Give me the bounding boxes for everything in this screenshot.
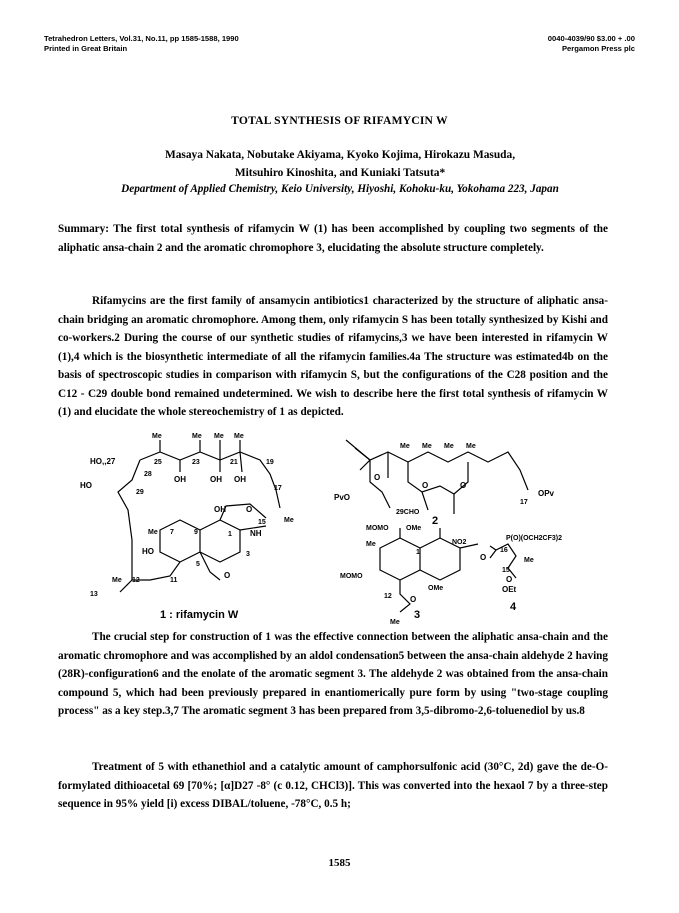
fig3-o: O	[410, 595, 417, 604]
paper-title: TOTAL SYNTHESIS OF RIFAMYCIN W	[231, 114, 448, 127]
fig4-o-2: O	[506, 575, 513, 584]
fig-c21: 21	[230, 459, 238, 466]
fig-c28: 28	[144, 471, 152, 478]
fig-me-2: Me	[192, 433, 202, 440]
publisher: Pergamon Press plc	[561, 44, 635, 53]
authors	[40, 146, 640, 182]
fig3-c12: 12	[384, 593, 392, 600]
fig2-o-2: O	[422, 481, 429, 490]
fig4-me: Me	[524, 557, 534, 564]
fig-o-2: O	[224, 571, 231, 580]
fig-c15: 15	[258, 519, 266, 526]
fig-c5: 5	[196, 561, 200, 568]
authors-line-2: Mitsuhiro Kinoshita, and Kuniaki Tatsuta*	[234, 167, 446, 179]
fig-me-7: Me	[112, 577, 122, 584]
fig-c7: 7	[170, 529, 174, 536]
affiliation: Department of Applied Chemistry, Keio University, Hiyoshi, Kohoku-ku, Yokohama 223, Japan	[121, 183, 559, 195]
fig-nh: NH	[250, 529, 262, 538]
fig-oh-4: OH	[214, 505, 226, 514]
fig-label-3: 3	[414, 609, 421, 621]
fig-c1: 1	[228, 531, 232, 538]
fig3-me-2: Me	[390, 619, 400, 626]
fig3-momo-1: MOMO	[366, 525, 389, 532]
summary-text: The first total synthesis of rifamycin W (1) has been accomplished by coupling two segments of the aliphatic ansa-chain 2 and the aromatic chromophore 3, elucidating the absolute structure completely.	[58, 223, 608, 254]
issn: 0040-4039/90 $3.00 + .00	[547, 34, 635, 43]
fig3-ome-2: OMe	[428, 585, 444, 592]
journal-header	[44, 34, 239, 54]
paragraph-strategy: The crucial step for construction of 1 was the effective connection between the aliphatic ansa-chain and the aromatic chromophore and was accomplished by an aldol condensation5 between the ansa-chain aldehyde 2 having (28R)-configuration6 and the enolate of the aromatic segment 3. The aldehyde 2 was obtained from the ansa-chain compound 5, which had been previously prepared in enantiomerically pure form by using "two-stage coupling process" as a key step.3,7 The aromatic segment 3 has been prepared from 3,5-dibromo-2,6-toluenediol by us.8	[58, 631, 608, 717]
fig-me-1: Me	[152, 433, 162, 440]
fig3-no2: NO2	[452, 539, 467, 546]
fig3-momo-2: MOMO	[340, 573, 363, 580]
fig3-c1: 1	[416, 549, 420, 556]
fig-c23: 23	[192, 459, 200, 466]
fig4-oet: OEt	[502, 585, 517, 594]
fig3-me: Me	[366, 541, 376, 548]
paragraph-intro: Rifamycins are the first family of ansamycin antibiotics1 characterized by the structure of aliphatic ansa-chain bridging an aromatic chromophore. Among them, only rifamycin S has been totally synthesized by Kishi and co-workers.2 During the course of our synthetic studies of rifamycins,3 we have been interested in rifamycin W (1),4 which is the biosynthetic intermediate of all the rifamycin families.4a The structure was estimated4b on the basis of spectroscopic studies in comparison with rifamycin S, but the configurations of the C28 position and the C12 - C29 double bond remained undetermined. We wish to describe here the first total synthesis of rifamycin W (1) and elucidate the whole stereochemistry of 1 as depicted.	[58, 295, 608, 418]
publisher-header	[548, 34, 635, 54]
fig-oh-3: OH	[234, 475, 246, 484]
fig-c9: 9	[194, 529, 198, 536]
fig-label-4: 4	[510, 601, 517, 613]
fig-ho-ring: HO	[142, 547, 154, 556]
fig-label-1: 1 : rifamycin W	[160, 609, 239, 621]
fig2-cho: 29CHO	[396, 509, 420, 516]
fig-c11: 11	[170, 577, 178, 584]
fig-c3: 3	[246, 551, 250, 558]
authors-line-1: Masaya Nakata, Nobutake Akiyama, Kyoko Kojima, Hirokazu Masuda,	[164, 149, 516, 161]
fig-ho27: HO,,27	[90, 457, 116, 466]
fig4-c16: 16	[500, 547, 508, 554]
printed-note: Printed in Great Britain	[44, 44, 128, 53]
journal-citation: Tetrahedron Letters, Vol.31, No.11, pp 1585-1588, 1990	[44, 34, 239, 43]
fig2-pvo: PvO	[334, 493, 351, 502]
fig4-c15: 15	[502, 567, 510, 574]
fig-me-6: Me	[148, 529, 158, 536]
fig-oh-1: OH	[174, 475, 186, 484]
fig-c19: 19	[266, 459, 274, 466]
fig2-o-3: O	[460, 481, 467, 490]
fig-c29: 29	[136, 489, 144, 496]
fig2-me-2: Me	[422, 443, 432, 450]
fig-label-2: 2	[432, 515, 439, 527]
fig-c25: 25	[154, 459, 162, 466]
fig2-me-4: Me	[466, 443, 476, 450]
fig3-ome-1: OMe	[406, 525, 422, 532]
fig-me-3: Me	[214, 433, 224, 440]
fig-me-5: Me	[284, 517, 294, 524]
summary	[58, 220, 608, 257]
structures-figure	[70, 430, 610, 626]
summary-label: Summary:	[58, 223, 109, 235]
fig2-me-1: Me	[400, 443, 410, 450]
fig-oh-2: OH	[210, 475, 222, 484]
fig-c17: 17	[274, 485, 282, 492]
fig-ho: HO	[80, 481, 92, 490]
fig-o-1: O	[246, 505, 253, 514]
page-number: 1585	[328, 857, 351, 869]
fig-c13: 13	[90, 591, 98, 598]
fig2-o-1: O	[374, 473, 381, 482]
fig-c12: 12	[132, 577, 140, 584]
fig-me-4: Me	[234, 433, 244, 440]
fig2-c17: 17	[520, 499, 528, 506]
fig4-phos: P(O)(OCH2CF3)2	[506, 535, 563, 542]
fig4-o-1: O	[480, 553, 487, 562]
paragraph-synthesis: Treatment of 5 with ethanethiol and a catalytic amount of camphorsulfonic acid (30°C, 2d) gave the de-O-formylated dithioacetal 69 [70%; [α]D27 -8° (c 0.12, CHCl3)]. This was converted into the hexaol 7 by a three-step sequence in 95% yield [i) excess DIBAL/toluene, -78°C, 0.5 h;	[58, 761, 608, 810]
fig2-opv: OPv	[538, 489, 555, 498]
fig2-me-3: Me	[444, 443, 454, 450]
